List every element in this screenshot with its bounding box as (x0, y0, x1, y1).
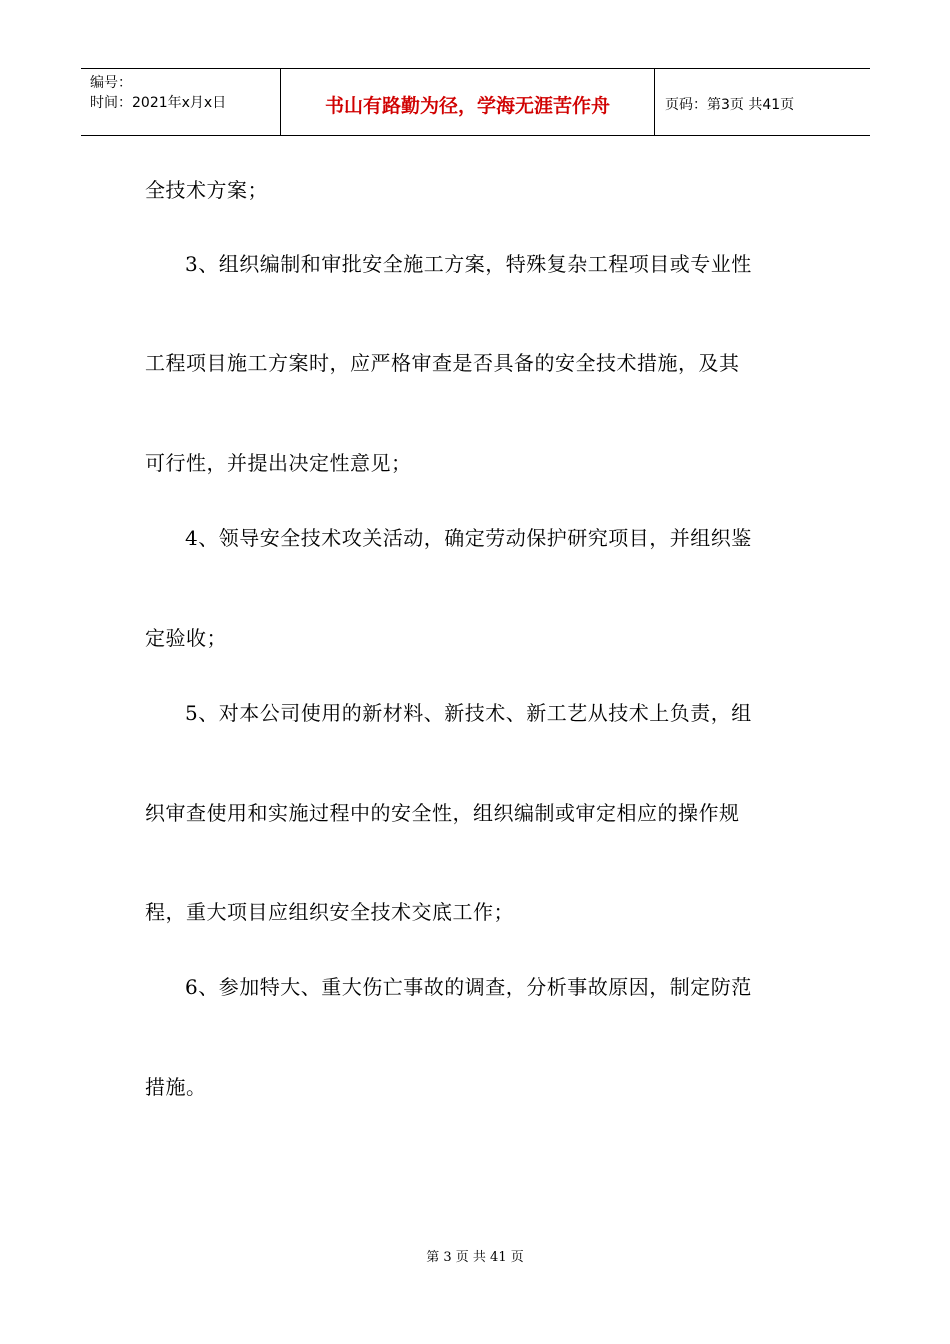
body-line: 4、领导安全技术攻关活动，确定劳动保护研究项目，并组织鉴 (185, 526, 752, 550)
body-line: 定验收； (145, 626, 227, 650)
header-page-info: 页码：第3页 共41页 (665, 97, 795, 113)
body-line: 5、对本公司使用的新材料、新技术、新工艺从技术上负责，组 (185, 701, 752, 725)
body-line: 可行性，并提出决定性意见； (145, 451, 412, 475)
header-meta-cell (81, 69, 281, 135)
date-label: 时间：2021年x月x日 (90, 95, 227, 111)
header-motto-cell (281, 69, 655, 135)
body-line: 3、组织编制和审批安全施工方案，特殊复杂工程项目或专业性 (185, 252, 752, 276)
body-line: 措施。 (145, 1075, 207, 1099)
body-line: 织审查使用和实施过程中的安全性，组织编制或审定相应的操作规 (145, 801, 740, 825)
serial-number-label: 编号： (90, 75, 132, 91)
page-footer: 第 3 页 共 41 页 (426, 1250, 524, 1265)
header-page-cell (655, 69, 870, 135)
document-header (81, 68, 870, 136)
body-line: 6、参加特大、重大伤亡事故的调查，分析事故原因，制定防范 (185, 975, 752, 999)
body-line: 全技术方案； (145, 178, 268, 202)
body-line: 工程项目施工方案时，应严格审查是否具备的安全技术措施，及其 (145, 351, 740, 375)
header-motto: 书山有路勤为径，学海无涯苦作舟 (324, 95, 610, 117)
body-line: 程，重大项目应组织安全技术交底工作； (145, 900, 514, 924)
